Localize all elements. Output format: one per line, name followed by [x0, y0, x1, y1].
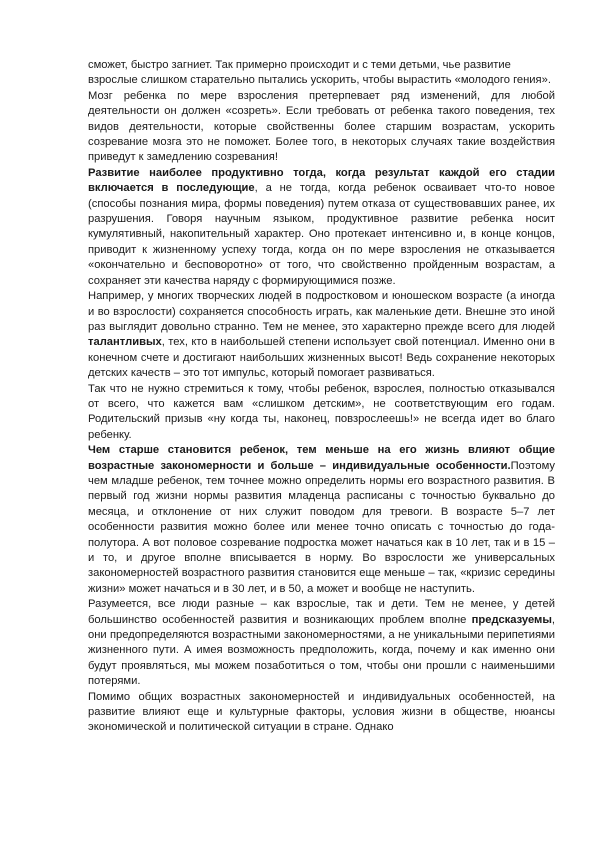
paragraph-1	[88, 58, 555, 89]
paragraph-7	[88, 597, 555, 689]
paragraph-text: Поэтому чем младше ребенок, тем точнее можно определить нормы его возрастного развития. В первый год жизни нормы развития младенца расписаны с точностью буквально до месяца, и отклонение от них служит поводом для тревоги. В возрасте 5–7 лет особенности развития можно более или менее точно описать с точностью до года-полутора. А вот половое созревание подростка может начаться как в 10 лет, так и в 15 – и то, и другое вполне вписывается в норму. Во взрослости же универсальных закономерностей возрастного развития становится еще меньше – так, «кризис середины жизни» может начаться и в 30 лет, и в 50, а может и вообще не наступить.	[88, 459, 555, 595]
paragraph-text: Так что не нужно стремиться к тому, чтобы ребенок, взрослея, полностью отказывался от всего, что кажется вам «слишком детским», не соответствующим его годам. Родительский призыв «ну когда ты, наконец, повзрослеешь!» не всегда идет во благо ребенку.	[88, 382, 555, 441]
paragraph-text: Помимо общих возрастных закономерностей и индивидуальных особенностей, на развитие влияют еще и культурные факторы, условия жизни в обществе, нюансы экономической и политической ситуации в стране. Однако	[88, 690, 555, 734]
paragraph-text: , они предопределяются возрастными закономерностями, а не уникальными перипетиями жизненного пути. А имея возможность предположить, когда, почему и как именно они будут проявляться, мы можем позаботиться о том, чтобы они прошли с наименьшими потерями.	[88, 613, 555, 688]
paragraph-6	[88, 443, 555, 597]
paragraph-emphasis: Чем старше становится ребенок, тем меньше на его жизнь влияют общие возрастные закономерности и больше – индивидуальные особенности.	[88, 444, 555, 472]
paragraph-text: , тех, кто в наибольшей степени использует свой потенциал. Именно они в конечном счете и достигают наибольших жизненных высот! Ведь сохранение некоторых детских качеств – это тот импульс, который помогает развиваться.	[88, 336, 555, 380]
paragraph-text: , а не тогда, когда ребенок осваивает что-то новое (способы познания мира, формы поведения) путем отказа от существовавших ранее, их разрушения. Говоря научным языком, продуктивное развитие ребенка носит кумулятивный, накопительный характер. Оно протекает интенсивно и, в конце концов, приводит к жизненному успеху тогда, когда он по мере взросления не отказывается «окончательно и бесповоротно» от того, что свойственно пройденным возрастам, а сохраняет эти качества наряду с формирующимися позже.	[88, 182, 556, 287]
paragraph-emphasis: Развитие наиболее продуктивно тогда, когда результат каждой его стадии включается в последующие	[88, 166, 555, 195]
paragraph-3	[88, 166, 555, 289]
paragraph-text: сможет, быстро загниет. Так примерно происходит и с теми детьми, чье развитие взрослые слишком старательно пытались ускорить, чтобы вырастить «молодого гения».	[88, 59, 551, 87]
paragraph-text: Мозг ребенка по мере взросления претерпевает ряд изменений, для любой деятельности он должен «созреть». Если требовать от ребенка такого поведения, тех видов деятельности, которые свойственны более старшим возрастам, ускорить созревание мозга это не поможет. Более того, в некоторых случаях такие воздействия приведут к замедлению созревания!	[88, 89, 555, 164]
paragraph-4	[88, 289, 555, 381]
paragraph-text-lead: Например, у многих творческих людей в подростковом и юношеском возрасте (а иногда и во взрослости) сохраняется способность играть, как маленькие дети. Внешне это иной раз выглядит довольно странно. Тем не менее, это характерно прежде всего для людей	[88, 290, 555, 333]
paragraph-5	[88, 382, 555, 444]
document-page	[88, 58, 555, 736]
paragraph-emphasis: талантливых	[88, 336, 162, 349]
paragraph-2	[88, 89, 555, 166]
paragraph-emphasis: предсказуемы	[471, 613, 552, 626]
paragraph-8	[88, 690, 555, 736]
paragraph-text-lead: Разумеется, все люди разные – как взрослые, так и дети. Тем не менее, у детей большинство особенностей развития и возникающих проблем вполне	[88, 598, 555, 626]
